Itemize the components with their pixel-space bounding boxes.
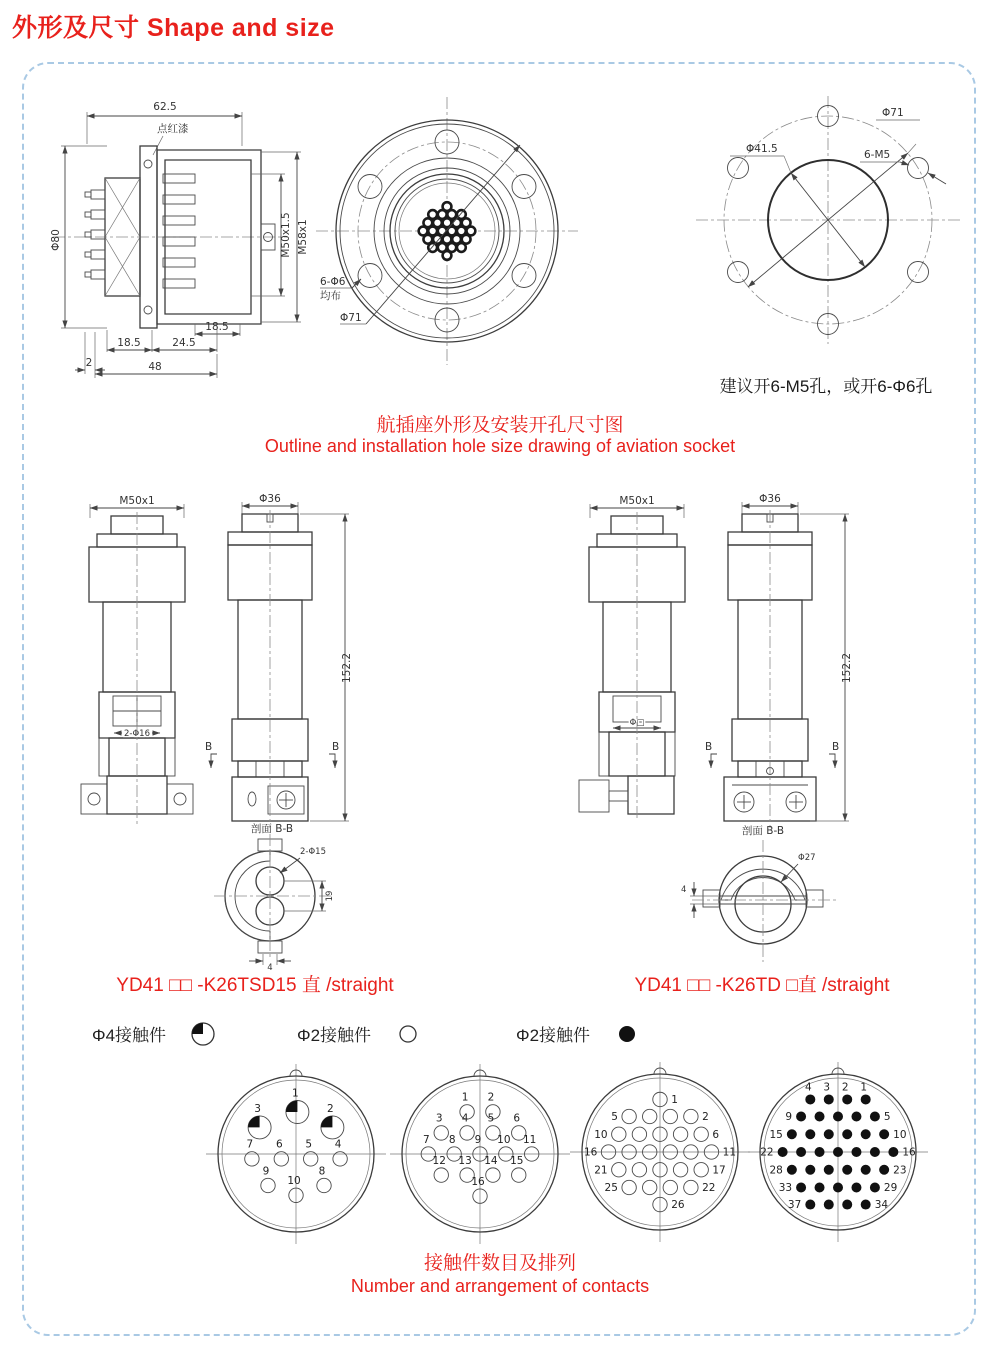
section-b-mark-left1: B xyxy=(205,741,213,753)
front-dia-label: Φ71 xyxy=(340,312,362,324)
section-tab-label-right: 4 xyxy=(681,885,687,895)
section-tab-label-left: 4 xyxy=(267,963,273,973)
svg-text:1: 1 xyxy=(860,1081,868,1094)
svg-text:12: 12 xyxy=(432,1154,446,1167)
svg-text:7: 7 xyxy=(422,1133,430,1146)
svg-text:13: 13 xyxy=(458,1154,472,1167)
svg-text:4: 4 xyxy=(334,1138,342,1151)
dim-width-label: 62.5 xyxy=(153,101,177,113)
legend-item-phi2-open xyxy=(297,1018,423,1048)
dim-m50x1-label-r: M50x1 xyxy=(619,495,655,507)
caption-socket-en: Outline and installation hole size drawing of aviation socket xyxy=(264,436,736,456)
svg-text:16: 16 xyxy=(583,1146,598,1159)
svg-text:3: 3 xyxy=(435,1112,443,1125)
svg-text:10: 10 xyxy=(594,1128,608,1141)
hole-thread-label: 6-M5 xyxy=(864,149,891,161)
svg-text:1: 1 xyxy=(292,1087,299,1100)
svg-text:5: 5 xyxy=(487,1112,495,1125)
svg-text:4: 4 xyxy=(804,1081,812,1094)
contact-diagram-16 xyxy=(388,1062,572,1246)
section-title-left: 剖面 B-B xyxy=(250,823,294,835)
svg-text:9: 9 xyxy=(262,1165,270,1178)
dim-2phi16-label: 2-Φ16 xyxy=(124,729,150,739)
front-dist-label: 均布 xyxy=(320,290,341,302)
svg-text:11: 11 xyxy=(522,1133,537,1146)
svg-text:10: 10 xyxy=(287,1175,301,1188)
dim-m50x1-label: M50x1 xyxy=(119,495,155,507)
dim-c-label: 24.5 xyxy=(172,337,196,349)
svg-text:33: 33 xyxy=(778,1182,793,1194)
front-holes-label: 6-Φ6 xyxy=(320,276,346,288)
dim-b-label: 18.5 xyxy=(117,337,141,349)
section-dia-left-label: 2-Φ15 xyxy=(300,847,326,857)
hole-dia-bolt-label: Φ71 xyxy=(882,107,904,119)
section-b-mark-right1: B xyxy=(705,741,713,753)
svg-text:23: 23 xyxy=(893,1164,907,1177)
caption-socket-zh: 航插座外形及安装开孔尺寸图 xyxy=(376,415,624,436)
svg-text:16: 16 xyxy=(902,1146,916,1159)
svg-text:9: 9 xyxy=(785,1111,793,1123)
dim-height-label-right: 152.2 xyxy=(841,652,853,684)
quarter-filled-contact-icon xyxy=(188,1018,218,1048)
svg-text:3: 3 xyxy=(254,1102,261,1115)
section-view-left xyxy=(192,820,357,973)
open-contact-icon xyxy=(393,1018,423,1048)
svg-text:8: 8 xyxy=(448,1133,456,1146)
svg-text:2: 2 xyxy=(841,1081,849,1094)
svg-text:5: 5 xyxy=(305,1138,313,1151)
model-label-right: YD41 □□ -K26TD □直 /straight xyxy=(634,975,890,996)
svg-text:6: 6 xyxy=(712,1128,720,1141)
svg-text:15: 15 xyxy=(510,1154,524,1167)
svg-text:7: 7 xyxy=(246,1138,254,1151)
svg-text:6: 6 xyxy=(275,1138,283,1151)
section-dia-right-label: Φ27 xyxy=(798,853,816,863)
svg-text:14: 14 xyxy=(484,1154,498,1167)
svg-text:22: 22 xyxy=(702,1182,716,1194)
svg-text:37: 37 xyxy=(787,1199,802,1212)
svg-text:6: 6 xyxy=(513,1112,521,1125)
dim-dia80-label: Φ80 xyxy=(50,229,62,251)
caption-contacts-en: Number and arrangement of contacts xyxy=(350,1276,650,1296)
svg-text:34: 34 xyxy=(874,1199,889,1212)
legend-label-phi4: Φ4接触件 xyxy=(92,1025,167,1045)
svg-text:10: 10 xyxy=(497,1133,511,1146)
hole-note: 建议开6-M5孔，或开6-Φ6孔 xyxy=(719,377,933,396)
dim-e-label: 48 xyxy=(148,361,162,373)
svg-text:2: 2 xyxy=(327,1102,334,1115)
svg-text:1: 1 xyxy=(461,1091,469,1104)
contact-diagram-26 xyxy=(568,1060,752,1244)
svg-text:15: 15 xyxy=(769,1128,783,1141)
plug-left-side-view xyxy=(70,492,205,832)
svg-text:5: 5 xyxy=(611,1111,618,1123)
model-label-left: YD41 □□ -K26TSD15 直 /straight xyxy=(116,975,394,996)
red-paint-label: 点红漆 xyxy=(157,123,189,135)
svg-text:25: 25 xyxy=(604,1182,618,1194)
svg-text:26: 26 xyxy=(671,1199,685,1212)
svg-text:10: 10 xyxy=(893,1128,907,1141)
caption-contacts-zh: 接触件数目及排列 xyxy=(423,1253,576,1274)
svg-text:16: 16 xyxy=(471,1175,485,1188)
dim-phi36-label-r: Φ36 xyxy=(759,493,781,505)
dim-d-label: 2 xyxy=(85,357,93,369)
plug-right-side-view xyxy=(570,492,705,832)
legend-item-phi2-filled xyxy=(516,1018,642,1048)
legend-label-phi2-filled: Φ2接触件 xyxy=(516,1025,591,1045)
svg-text:3: 3 xyxy=(823,1081,831,1094)
svg-text:1: 1 xyxy=(671,1093,678,1106)
socket-side-view-drawing xyxy=(45,82,310,394)
svg-text:5: 5 xyxy=(883,1111,891,1123)
dim-a-label: 18.5 xyxy=(205,321,229,333)
section-b-mark-left2: B xyxy=(332,741,340,753)
section-view-right xyxy=(678,822,848,970)
svg-text:2: 2 xyxy=(702,1111,709,1123)
plug-right-front-view xyxy=(698,490,853,835)
legend-item-phi4 xyxy=(92,1018,218,1048)
section-b-mark-right2: B xyxy=(832,741,840,753)
svg-text:22: 22 xyxy=(760,1146,774,1159)
contact-diagram-10 xyxy=(204,1062,388,1246)
svg-text:21: 21 xyxy=(594,1164,608,1177)
svg-text:29: 29 xyxy=(883,1182,898,1194)
section-title-right: 剖面 B-B xyxy=(741,825,785,837)
plug-left-front-view xyxy=(198,490,353,835)
socket-pin-face xyxy=(419,202,476,260)
dim-phibox-label: Φ□ xyxy=(629,718,645,728)
page-title: 外形及尺寸 Shape and size xyxy=(12,14,335,42)
dim-height-label-left: 152.2 xyxy=(341,652,353,684)
installation-hole-drawing xyxy=(688,92,968,367)
contact-diagram-37 xyxy=(746,1060,930,1244)
svg-text:17: 17 xyxy=(712,1164,726,1177)
svg-text:28: 28 xyxy=(769,1164,783,1177)
dim-phi36-label: Φ36 xyxy=(259,493,281,505)
socket-front-view-drawing xyxy=(312,95,582,367)
section-pitch-label: 19 xyxy=(325,890,335,902)
svg-text:8: 8 xyxy=(318,1165,326,1178)
svg-text:2: 2 xyxy=(487,1091,495,1104)
svg-text:9: 9 xyxy=(474,1133,482,1146)
svg-text:11: 11 xyxy=(722,1146,737,1159)
dim-thread-inner-label: M50x1.5 xyxy=(280,212,292,258)
filled-contact-icon xyxy=(612,1018,642,1048)
svg-text:4: 4 xyxy=(461,1112,469,1125)
hole-dia-center-label: Φ41.5 xyxy=(746,143,778,155)
dim-thread-outer-label: M58x1 xyxy=(297,219,309,255)
legend-label-phi2-open: Φ2接触件 xyxy=(297,1025,372,1045)
